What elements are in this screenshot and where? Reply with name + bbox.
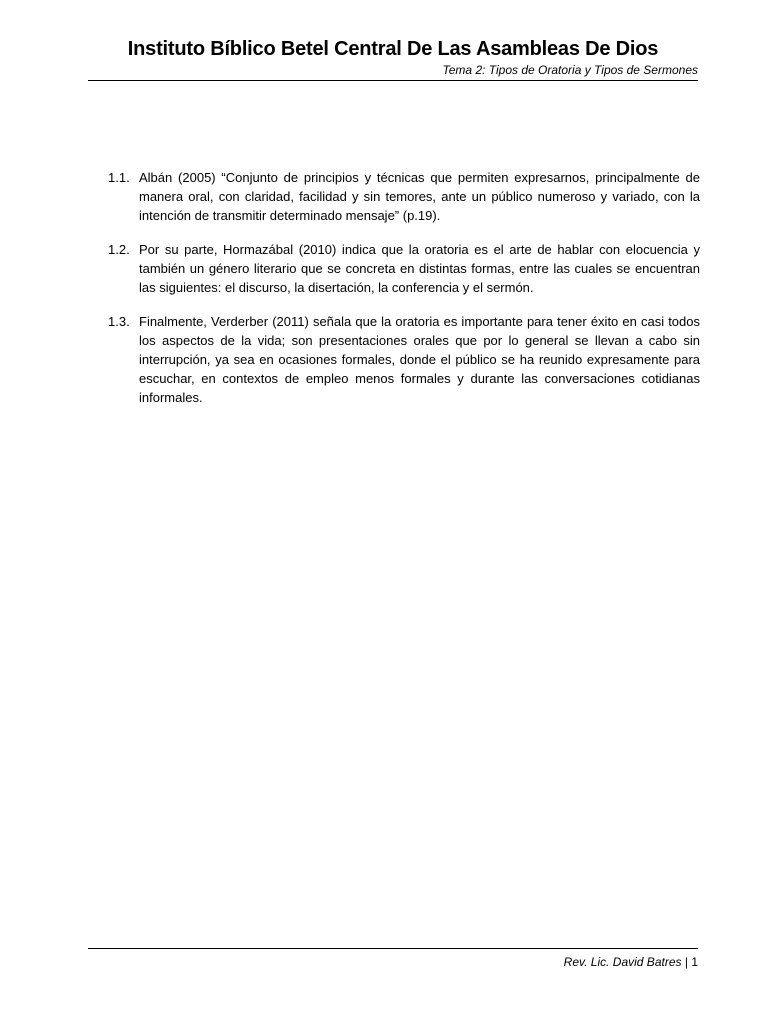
footer-text [88, 954, 698, 970]
footer-divider [88, 948, 698, 949]
definition-list [108, 168, 700, 422]
list-item [108, 312, 700, 407]
footer-separator: | [684, 955, 688, 969]
item-text: Por su parte, Hormazábal (2010) indica que la oratoria es el arte de hablar con elocuencia y también un género literario que se concreta en distintas formas, entre las cuales se encuentran las siguientes: el discurso, la disertación, la conferencia y el sermón. [139, 242, 700, 295]
topic-subtitle: Tema 2: Tipos de Oratoria y Tipos de Sermones [442, 63, 698, 77]
list-item [108, 168, 700, 225]
item-number: 1.1. [108, 170, 130, 185]
page-number: 1 [691, 955, 698, 969]
list-item [108, 240, 700, 297]
item-text: Albán (2005) “Conjunto de principios y técnicas que permiten expresarnos, principalmente de manera oral, con claridad, facilidad y sin temores, ante un público numeroso y variado, con la intención de transmitir determinado mensaje” (p.19). [139, 170, 700, 223]
author-name: Rev. Lic. David Batres [563, 955, 682, 969]
page-footer [88, 948, 698, 970]
institution-title: Instituto Bíblico Betel Central De Las Asambleas De Dios [127, 38, 659, 60]
header-divider [88, 80, 698, 81]
item-text: Finalmente, Verderber (2011) señala que la oratoria es importante para tener éxito en casi todos los aspectos de la vida; son presentaciones orales que por lo general se llevan a cabo sin interrupción, ya sea en ocasiones formales, donde el público se ha reunido expresamente para escuchar, en contextos de empleo menos formales y durante las conversaciones cotidianas informales. [139, 314, 700, 405]
item-number: 1.3. [108, 314, 130, 329]
item-number: 1.2. [108, 242, 130, 257]
page-header [88, 36, 698, 81]
